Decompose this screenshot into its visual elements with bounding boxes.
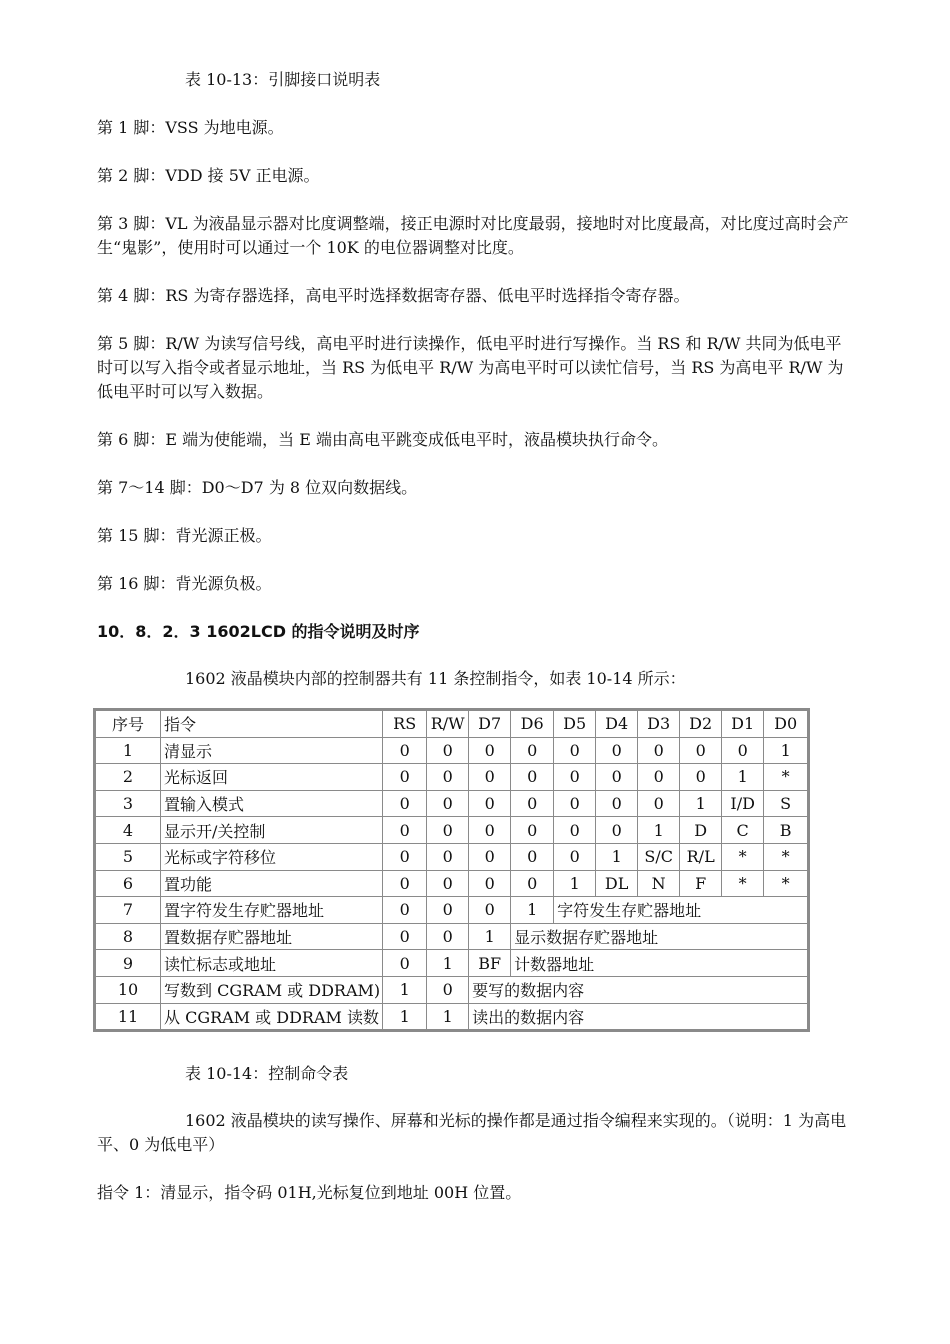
table-cell: 9 [96,950,161,977]
table-caption-10-14: 表 10-14：控制命令表 [185,1064,349,1083]
table-row [96,817,808,844]
table-cell: I/D [722,790,764,817]
table-cell: 0 [383,843,427,870]
table-cell: 0 [596,817,638,844]
table-cell: 光标返回 [161,764,383,791]
table-cell: 1 [764,737,808,764]
table-cell: 0 [511,870,554,897]
pin-4-description: 第 4 脚：RS 为寄存器选择，高电平时选择数据寄存器、低电平时选择指令寄存器。 [97,286,690,305]
header-cell: D5 [554,711,596,738]
table-cell: 0 [469,790,511,817]
table-cell: 0 [511,790,554,817]
table-cell: 0 [427,843,469,870]
table-cell: 0 [383,817,427,844]
table-cell: D [680,817,722,844]
table-cell: 1 [96,737,161,764]
table-cell: 3 [96,790,161,817]
table-cell: 0 [427,976,469,1003]
table-cell: 1 [427,950,469,977]
header-cell: D4 [596,711,638,738]
table-cell: 0 [427,737,469,764]
table-cell: 0 [596,737,638,764]
table-cell: 11 [96,1003,161,1030]
table-cell: 0 [554,817,596,844]
table-cell: 0 [554,843,596,870]
table-cell: 1 [596,843,638,870]
table-cell: * [722,870,764,897]
table-cell: 0 [427,870,469,897]
table-cell: 0 [596,764,638,791]
table-cell: * [764,764,808,791]
table-cell: * [764,870,808,897]
pin-15-description: 第 15 脚：背光源正极。 [97,526,272,545]
table-cell: 10 [96,976,161,1003]
table-row [96,764,808,791]
table-cell: 0 [427,923,469,950]
table-cell: 0 [554,790,596,817]
section-heading: 10．8．2．3 1602LCD 的指令说明及时序 [97,622,420,641]
pin-16-description: 第 16 脚：背光源负极。 [97,574,272,593]
table-cell: 1 [554,870,596,897]
header-cell: 指令 [161,711,383,738]
table-cell: 0 [554,764,596,791]
table-cell: 0 [469,817,511,844]
table-cell: R/L [680,843,722,870]
table-cell: 0 [383,950,427,977]
table-cell: F [680,870,722,897]
header-cell: D0 [764,711,808,738]
table-cell: DL [596,870,638,897]
header-cell: D3 [638,711,680,738]
table-cell: 2 [96,764,161,791]
table-cell: 0 [383,764,427,791]
table-cell: 0 [511,817,554,844]
table-row [96,1003,808,1030]
table-cell: 0 [638,764,680,791]
table-cell: 0 [554,737,596,764]
table-cell: 1 [469,923,511,950]
table-cell: N [638,870,680,897]
table-cell: 0 [511,843,554,870]
table-cell: 0 [383,737,427,764]
table-row [96,843,808,870]
table-cell: 置功能 [161,870,383,897]
table-cell: 置数据存贮器地址 [161,923,383,950]
table-cell: 0 [722,737,764,764]
table-cell: 0 [469,897,511,924]
table-cell: S/C [638,843,680,870]
header-cell: D6 [511,711,554,738]
table-cell: 0 [469,870,511,897]
table-cell: 0 [469,764,511,791]
table-cell: 0 [383,870,427,897]
table-cell: 1 [722,764,764,791]
pin-3-description: 第 3 脚：VL 为液晶显示器对比度调整端，接正电源时对比度最弱，接地时对比度最高，对比度过高时会产生“鬼影”，使用时可以通过一个 10K 的电位器调整对比度。 [97,214,849,257]
table-cell: 1 [383,1003,427,1030]
table-cell: 1 [427,1003,469,1030]
table-row [96,870,808,897]
control-instruction-table [95,710,808,1030]
table-row [96,976,808,1003]
table-cell: 字符发生存贮器地址 [554,897,808,924]
pin-2-description: 第 2 脚：VDD 接 5V 正电源。 [97,166,320,185]
table-cell: 0 [383,790,427,817]
table-cell: 6 [96,870,161,897]
table-cell: 从 CGRAM 或 DDRAM 读数 [161,1003,383,1030]
table-cell: 0 [511,764,554,791]
table-cell: 0 [638,790,680,817]
table-cell: 计数器地址 [511,950,808,977]
table-cell: 0 [469,843,511,870]
table-cell: 读忙标志或地址 [161,950,383,977]
header-cell: D2 [680,711,722,738]
pin-6-description: 第 6 脚：E 端为使能端，当 E 端由高电平跳变成低电平时，液晶模块执行命令。 [97,430,668,449]
table-cell: BF [469,950,511,977]
note-paragraph: 1602 液晶模块的读写操作、屏幕和光标的操作都是通过指令编程来实现的。（说明：1 为高电平、0 为低电平） [97,1111,847,1154]
header-cell: D1 [722,711,764,738]
table-cell: 7 [96,897,161,924]
table-cell: 读出的数据内容 [469,1003,808,1030]
header-cell: RS [383,711,427,738]
header-cell: D7 [469,711,511,738]
table-row [96,923,808,950]
table-cell: 显示开/关控制 [161,817,383,844]
pin-5-description: 第 5 脚：R/W 为读写信号线，高电平时进行读操作，低电平时进行写操作。当 RS 和 R/W 共同为低电平时可以写入指令或者显示地址，当 RS 为低电平 R/W 为高电平时可以读忙信号，当 RS 为高电平 R/W 为低电平时可以写入数据。 [97,334,844,401]
table-cell: 0 [680,764,722,791]
table-cell: * [722,843,764,870]
table-cell: 0 [469,737,511,764]
table-cell: 显示数据存贮器地址 [511,923,808,950]
table-cell: 0 [511,737,554,764]
table-cell: 要写的数据内容 [469,976,808,1003]
table-cell: B [764,817,808,844]
table-cell: S [764,790,808,817]
table-cell: 4 [96,817,161,844]
table-caption-10-13: 表 10-13：引脚接口说明表 [185,70,381,89]
table-cell: 5 [96,843,161,870]
header-cell: 序号 [96,711,161,738]
table-header-row [96,711,808,738]
table-row [96,790,808,817]
table-cell: 0 [383,897,427,924]
table-cell: 1 [680,790,722,817]
table-cell: C [722,817,764,844]
table-body [96,711,808,1030]
table-cell: * [764,843,808,870]
table-cell: 0 [427,790,469,817]
table-cell: 置字符发生存贮器地址 [161,897,383,924]
header-cell: R/W [427,711,469,738]
table-cell: 0 [427,764,469,791]
table-cell: 0 [596,790,638,817]
table-row [96,737,808,764]
table-cell: 0 [427,817,469,844]
table-cell: 写数到 CGRAM 或 DDRAM) [161,976,383,1003]
table-cell: 光标或字符移位 [161,843,383,870]
table-cell: 1 [383,976,427,1003]
pin-7-14-description: 第 7～14 脚：D0～D7 为 8 位双向数据线。 [97,478,418,497]
table-row [96,950,808,977]
pin-1-description: 第 1 脚：VSS 为地电源。 [97,118,284,137]
table-cell: 置输入模式 [161,790,383,817]
table-row [96,897,808,924]
instruction-1-paragraph: 指令 1：清显示，指令码 01H,光标复位到地址 00H 位置。 [97,1183,522,1202]
table-cell: 1 [638,817,680,844]
table-cell: 0 [383,923,427,950]
table-cell: 清显示 [161,737,383,764]
table-cell: 8 [96,923,161,950]
table-cell: 0 [638,737,680,764]
table-cell: 1 [511,897,554,924]
table-cell: 0 [680,737,722,764]
table-cell: 0 [427,897,469,924]
intro-paragraph: 1602 液晶模块内部的控制器共有 11 条控制指令，如表 10-14 所示： [185,669,686,688]
